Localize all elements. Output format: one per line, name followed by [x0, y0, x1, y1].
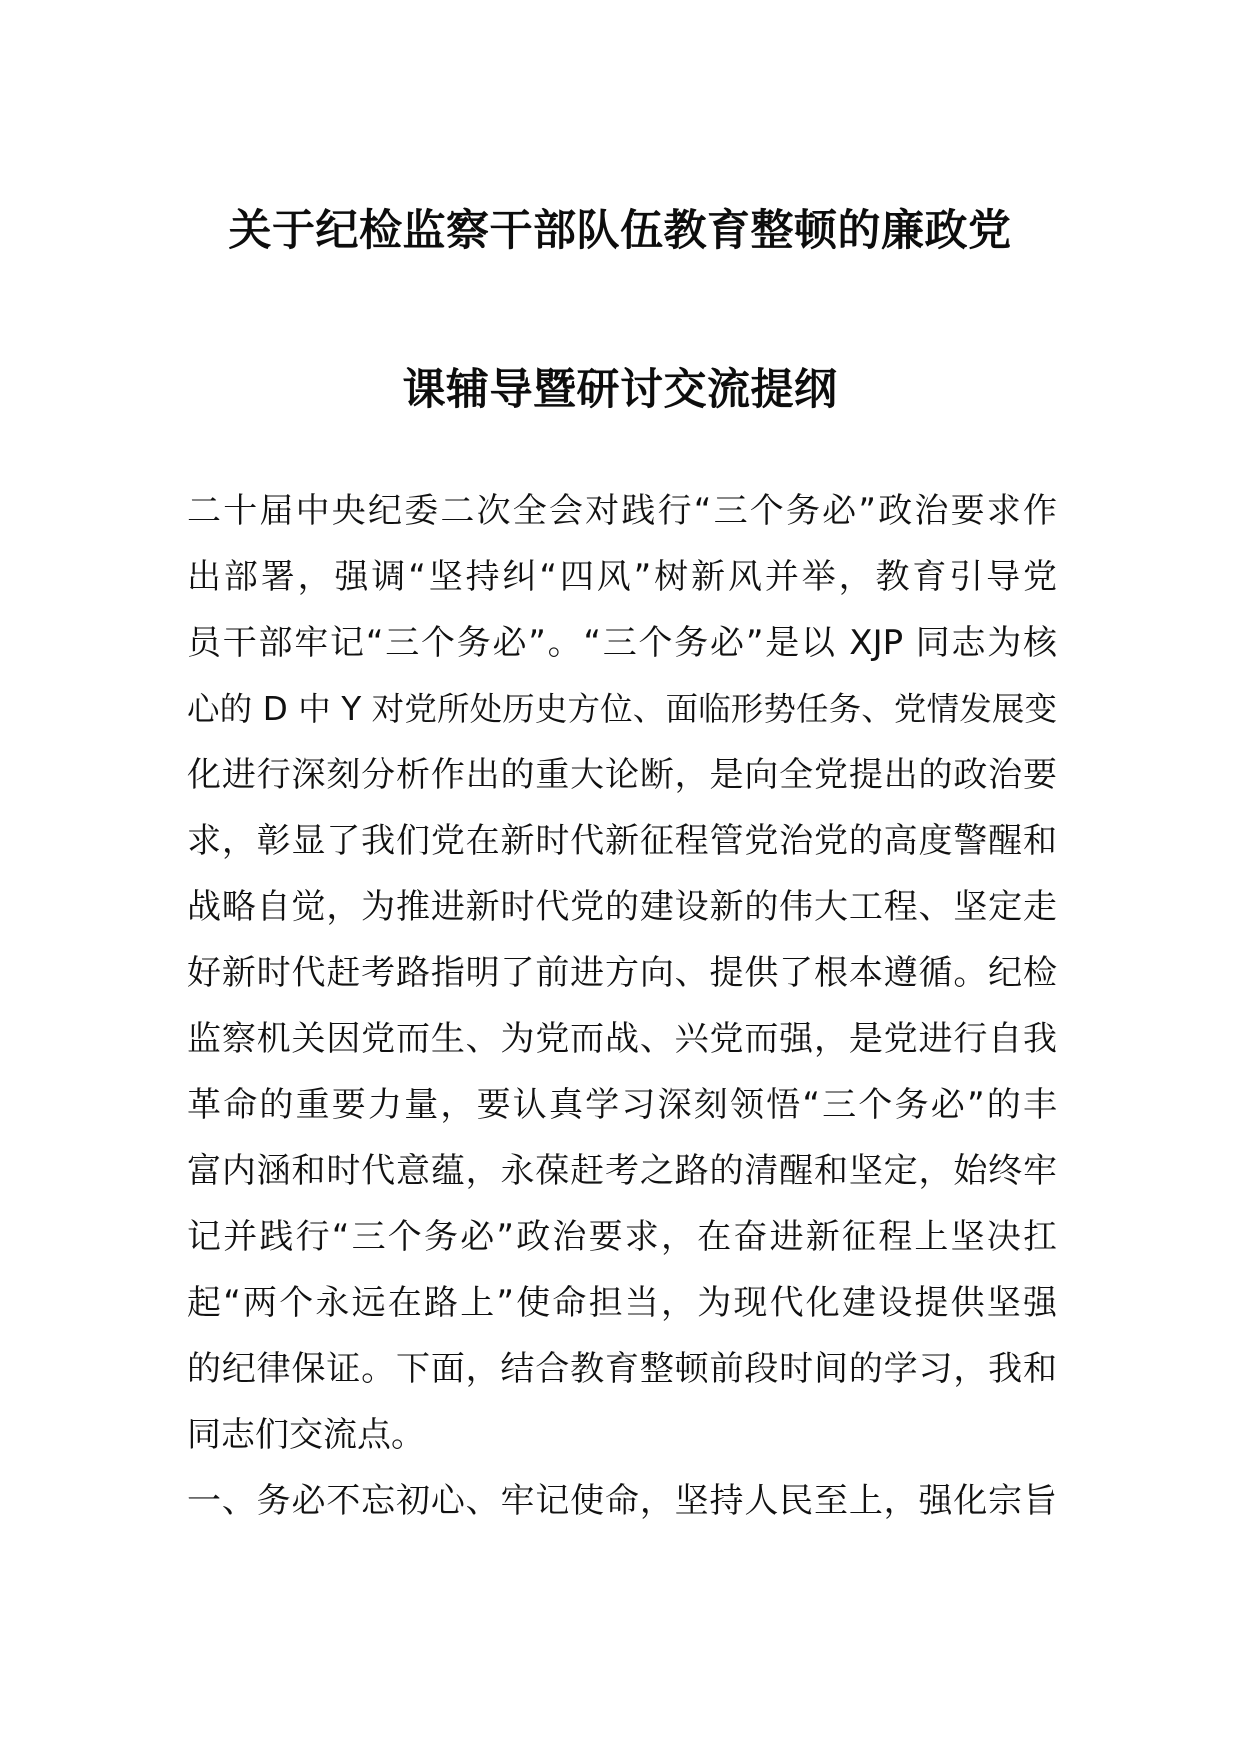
section-heading-1: 一、务必不忘初心、牢记使命，坚持人民至上，强化宗旨 [187, 1481, 1057, 1521]
body-line: 战略自觉，为推进新时代党的建设新的伟大工程、坚定走 [187, 887, 1057, 927]
body-line: 好新时代赶考路指明了前进方向、提供了根本遵循。纪检 [187, 953, 1057, 993]
body-line: 心的 D 中 Y 对党所处历史方位、面临形势任务、党情发展变 [187, 690, 1057, 728]
body-line: 员干部牢记“三个务必”。“三个务必”是以 XJP 同志为核 [187, 623, 1057, 663]
body-line: 二十届中央纪委二次全会对践行“三个务必”政治要求作 [187, 491, 1057, 531]
body-line: 化进行深刻分析作出的重大论断，是向全党提出的政治要 [187, 755, 1057, 795]
body-line: 同志们交流点。 [187, 1415, 425, 1455]
body-line: 的纪律保证。下面，结合教育整顿前段时间的学习，我和 [187, 1349, 1057, 1389]
body-line: 起“两个永远在路上”使命担当，为现代化建设提供坚强 [187, 1283, 1057, 1323]
document-title-line-2: 课辅导暨研讨交流提纲 [402, 365, 838, 415]
body-line: 革命的重要力量，要认真学习深刻领悟“三个务必”的丰 [187, 1085, 1057, 1125]
body-line: 求，彰显了我们党在新时代新征程管党治党的高度警醒和 [187, 821, 1057, 861]
body-line: 富内涵和时代意蕴，永葆赶考之路的清醒和坚定，始终牢 [187, 1151, 1057, 1191]
body-line: 记并践行“三个务必”政治要求，在奋进新征程上坚决扛 [187, 1217, 1057, 1257]
body-line: 出部署，强调“坚持纠“四风”树新风并举，教育引导党 [187, 557, 1057, 597]
document-title-line-1: 关于纪检监察干部队伍教育整顿的廉政党 [228, 206, 1012, 256]
body-line: 监察机关因党而生、为党而战、兴党而强，是党进行自我 [187, 1019, 1057, 1059]
